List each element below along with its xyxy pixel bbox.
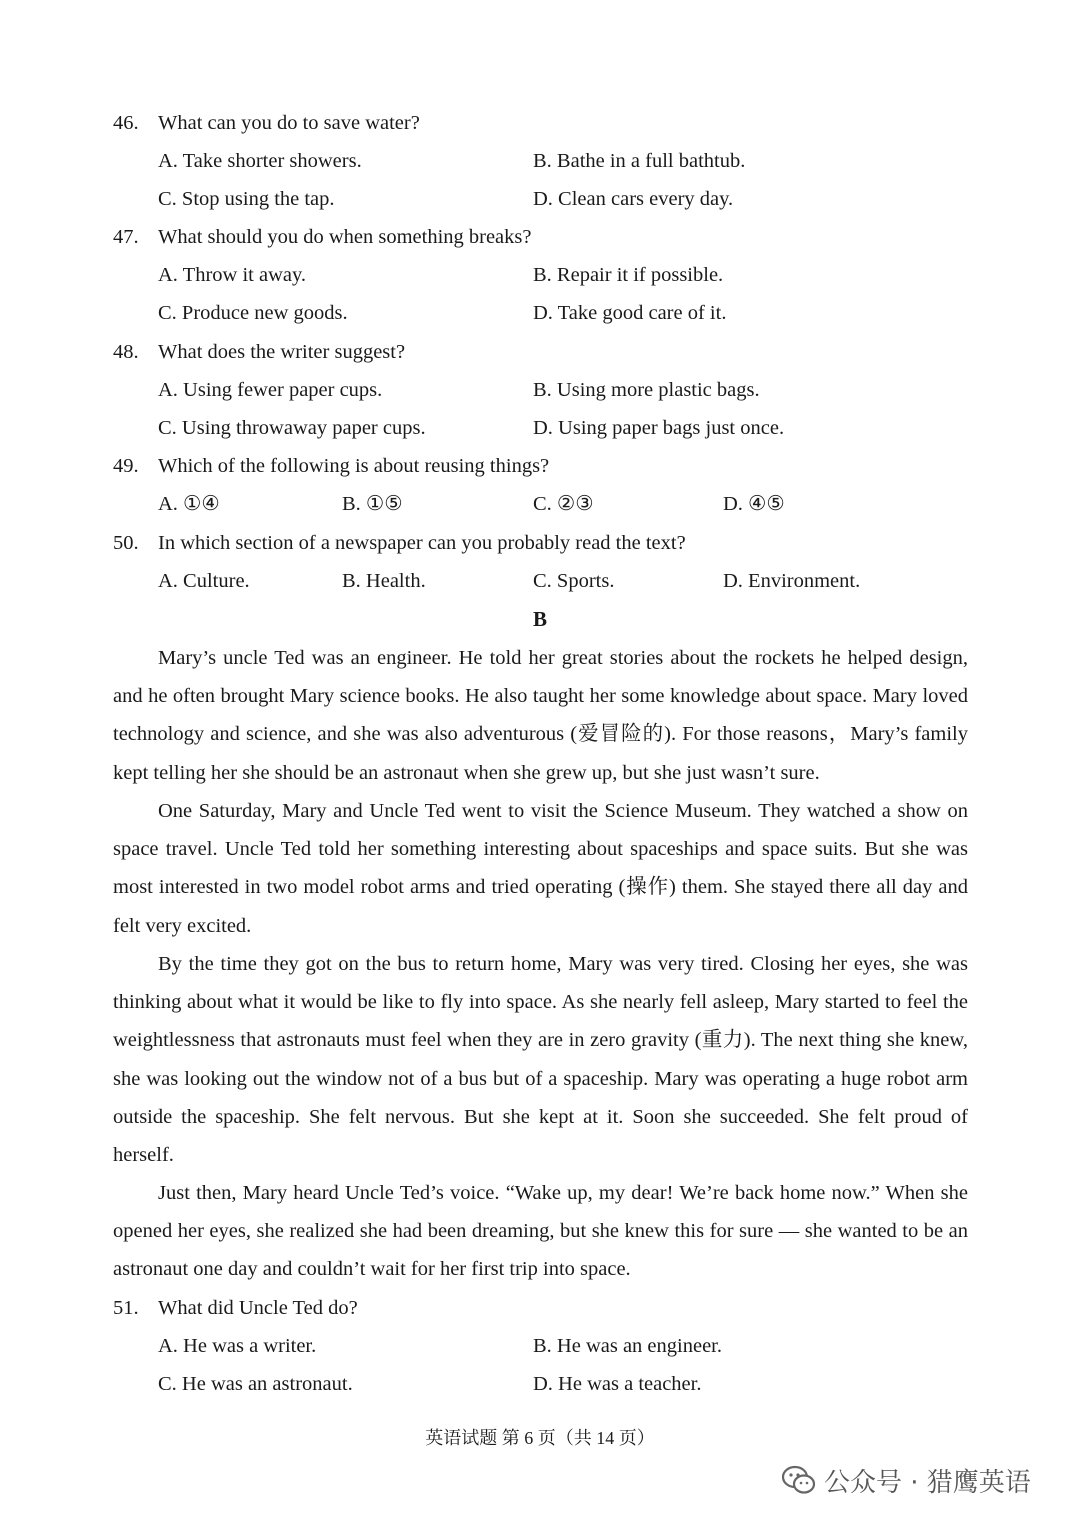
question-number: 47. [113,226,139,248]
option-a: A. Take shorter showers. [158,150,362,172]
option-d: D. Using paper bags just once. [533,417,785,439]
option-b: B. Bathe in a full bathtub. [533,150,746,172]
question-number: 49. [113,455,139,477]
option-d: D. Take good care of it. [533,302,727,324]
question-text: What can you do to save water? [158,112,420,134]
question-text: What should you do when something breaks? [158,226,532,248]
watermark-text: 公众号 · 猎鹰英语 [824,1467,1031,1498]
option-b: B. He was an engineer. [533,1335,722,1357]
question-number: 46. [113,112,139,134]
passage-paragraph: Mary’s uncle Ted was an engineer. He told her great stories about the rockets he helped design, and he often brought Mary science books. He also taught her some knowledge about space. Mary loved technology and science, and she was also adventurous (爱冒险的). For those reasons，Mary’s family kept telling her she should be an astronaut when she grew up, but she just wasn’t sure. [113,647,968,784]
question-number: 51. [113,1297,139,1319]
option-d: D. Clean cars every day. [533,188,734,210]
option-b: B. Using more plastic bags. [533,379,760,401]
option-b: B. Repair it if possible. [533,264,724,286]
option-d: D. He was a teacher. [533,1373,702,1395]
option-d: D. Environment. [723,570,861,592]
option-a: A. ①④ [158,493,220,515]
question-text: What did Uncle Ted do? [158,1297,358,1319]
option-a: A. Culture. [158,570,250,592]
question-text: What does the writer suggest? [158,341,406,363]
wechat-watermark [782,1458,1031,1502]
page-footer: 英语试题 第 6 页（共 14 页） [425,1428,655,1448]
passage-paragraph: By the time they got on the bus to return home, Mary was very tired. Closing her eyes, she was thinking about what it would be like to fly into space. As she nearly fell asleep, Mary started to feel the weightlessness that astronauts must feel when they are in zero gravity (重力). The next thing she knew, she was looking out the window not of a bus but of a spaceship. Mary was operating a huge robot arm outside the spaceship. She felt nervous. But she kept at it. Soon she succeeded. She felt proud of herself. [113,953,968,1167]
passage-paragraph: One Saturday, Mary and Uncle Ted went to visit the Science Museum. They watched a show on space travel. Uncle Ted told her something interesting about spaceships and space suits. But she was most interested in two model robot arms and tried operating (操作) them. She stayed there all day and felt very excited. [113,800,968,937]
option-a: A. He was a writer. [158,1335,317,1357]
passage-paragraph: Just then, Mary heard Uncle Ted’s voice. “Wake up, my dear! We’re back home now.” When she opened her eyes, she realized she had been dreaming, but she knew this for sure — she wanted to be an astronaut one day and couldn’t wait for her first trip into space. [113,1182,968,1281]
option-d: D. ④⑤ [723,493,785,515]
option-c: C. He was an astronaut. [158,1373,353,1395]
option-c: C. ②③ [533,493,594,515]
option-a: A. Using fewer paper cups. [158,379,383,401]
section-title: B [532,607,547,631]
option-c: C. Produce new goods. [158,302,348,324]
option-c: C. Using throwaway paper cups. [158,417,426,439]
option-a: A. Throw it away. [158,264,307,286]
option-b: B. Health. [342,570,426,592]
question-text: Which of the following is about reusing things? [158,455,550,477]
option-b: B. ①⑤ [342,493,403,515]
option-c: C. Stop using the tap. [158,188,335,210]
option-c: C. Sports. [533,570,615,592]
question-number: 50. [113,532,139,554]
question-text: In which section of a newspaper can you probably read the text? [158,532,686,554]
wechat-icon [782,1465,816,1495]
question-number: 48. [113,341,139,363]
